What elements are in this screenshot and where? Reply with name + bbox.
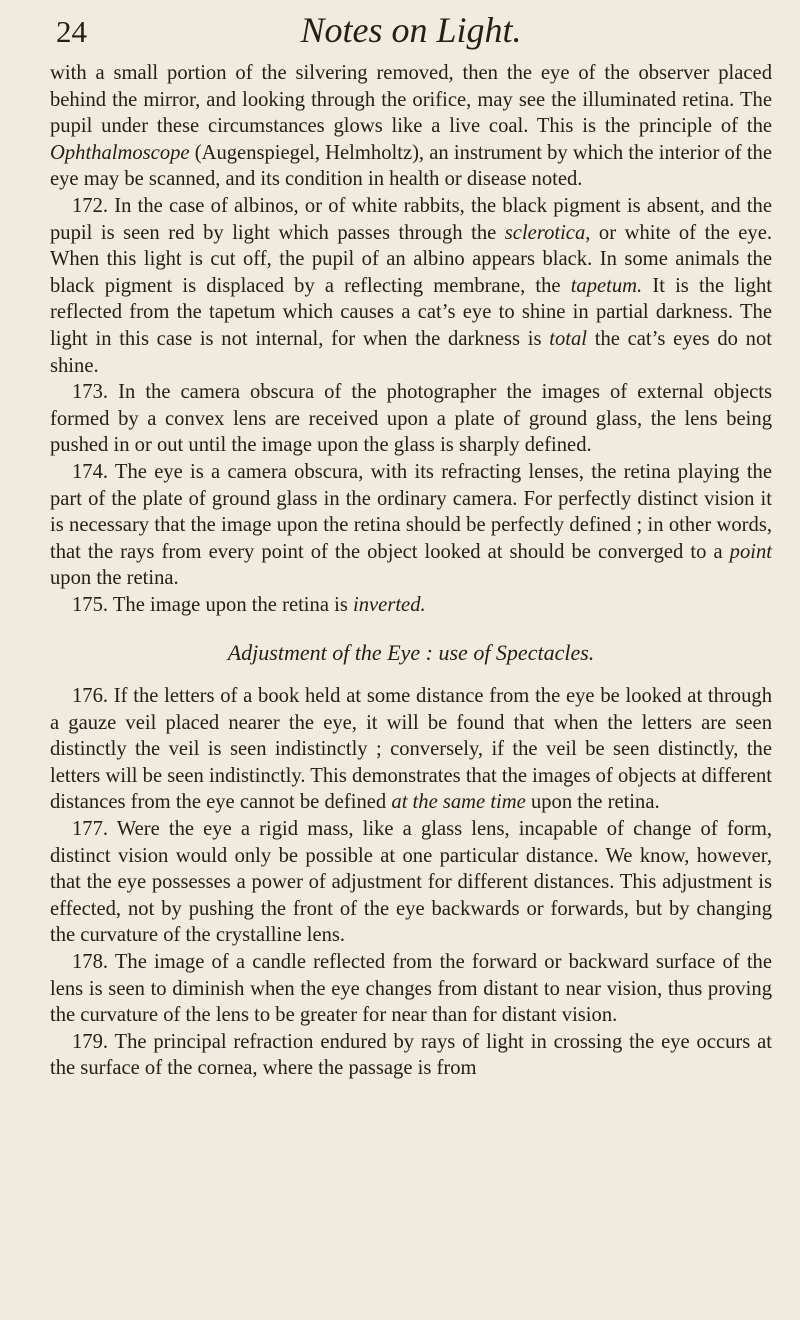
paragraph-178: 178. The image of a candle reflected from the forward or backward surface of the lens is seen to diminish when the eye changes from distant to near vision, thus proving the curvature of the lens to be greater for near than for distant vision. (50, 951, 772, 1027)
paragraph-175: 175. The image upon the retina is inverted. (72, 593, 426, 616)
paragraph-174: 174. The eye is a camera obscura, with its refracting lenses, the retina playing the part of the plate of ground glass in the ordinary camera. For perfectly distinct vision it is necessary that the image upon the retina should be perfectly defined ; in other words, that the rays from every point of the object looked at should be converged to a point upon the retina. (50, 460, 772, 590)
paragraph-continuation: with a small portion of the silvering removed, then the eye of the observer placed behind the mirror, and looking through the orifice, may see the illuminated retina. The pupil under these circumstances glows like a live coal. This is the principle of the Ophthalmoscope (Augenspiegel, Helmholtz), an instrument by which the interior of the eye may be scanned, and its condition in health or disease noted. (50, 62, 772, 191)
paragraph-177: 177. Were the eye a rigid mass, like a glass lens, incapable of change of form, distinct vision would only be possible at one particular distance. We know, however, that the eye possesses a power of adjustment for different distances. This adjustment is effected, not by pushing the front of the eye backwards or forwards, but by changing the curvature of the crystalline lens. (50, 818, 772, 947)
italic-term: at the same time (391, 791, 526, 814)
paragraph-172: 172. In the case of albinos, or of white rabbits, the black pigment is absent, and the pupil is seen red by light which passes through the sclerotica, or white of the eye. When this light is cut off, the pupil of an albino appears black. In some animals the black pigment is displaced by a reflecting membrane, the tapetum. It is the light reflected from the tapetum which causes a cat’s eye to shine in partial darkness. The light in this case is not internal, for when the darkness is total the cat’s eyes do not shine. (50, 194, 773, 377)
italic-term: Ophthalmoscope (50, 141, 190, 164)
italic-term: sclerotica (504, 221, 586, 244)
book-title: Notes on Light. (300, 10, 522, 50)
paragraph-176: 176. If the letters of a book held at some distance from the eye be looked at through a gauze veil placed nearer the eye, it will be found that when the letters are seen distinctly the veil is seen indistinctly ; conversely, if the veil be seen distinctly, the letters will be seen indistinctly. This demonstrates that the images of objects at different distances from the eye cannot be defined at the same time upon the retina. (50, 685, 772, 814)
page-number: 24 (56, 14, 87, 49)
body-text (50, 60, 772, 1082)
italic-term: total (549, 327, 588, 350)
paragraph-179: 179. The principal refraction endured by rays of light in crossing the eye occurs at the surface of the cornea, where the passage is from (50, 1030, 772, 1080)
italic-term: point (729, 540, 772, 563)
italic-term: tapetum. (570, 274, 643, 297)
paragraph-173: 173. In the camera obscura of the photographer the images of external objects formed by a convex lens are received upon a plate of ground glass, the lens being pushed in or out until the image upon the glass is sharply defined. (50, 381, 772, 457)
running-head (50, 0, 772, 60)
section-heading: Adjustment of the Eye : use of Spectacles. (227, 640, 595, 666)
italic-term: inverted. (353, 593, 426, 616)
